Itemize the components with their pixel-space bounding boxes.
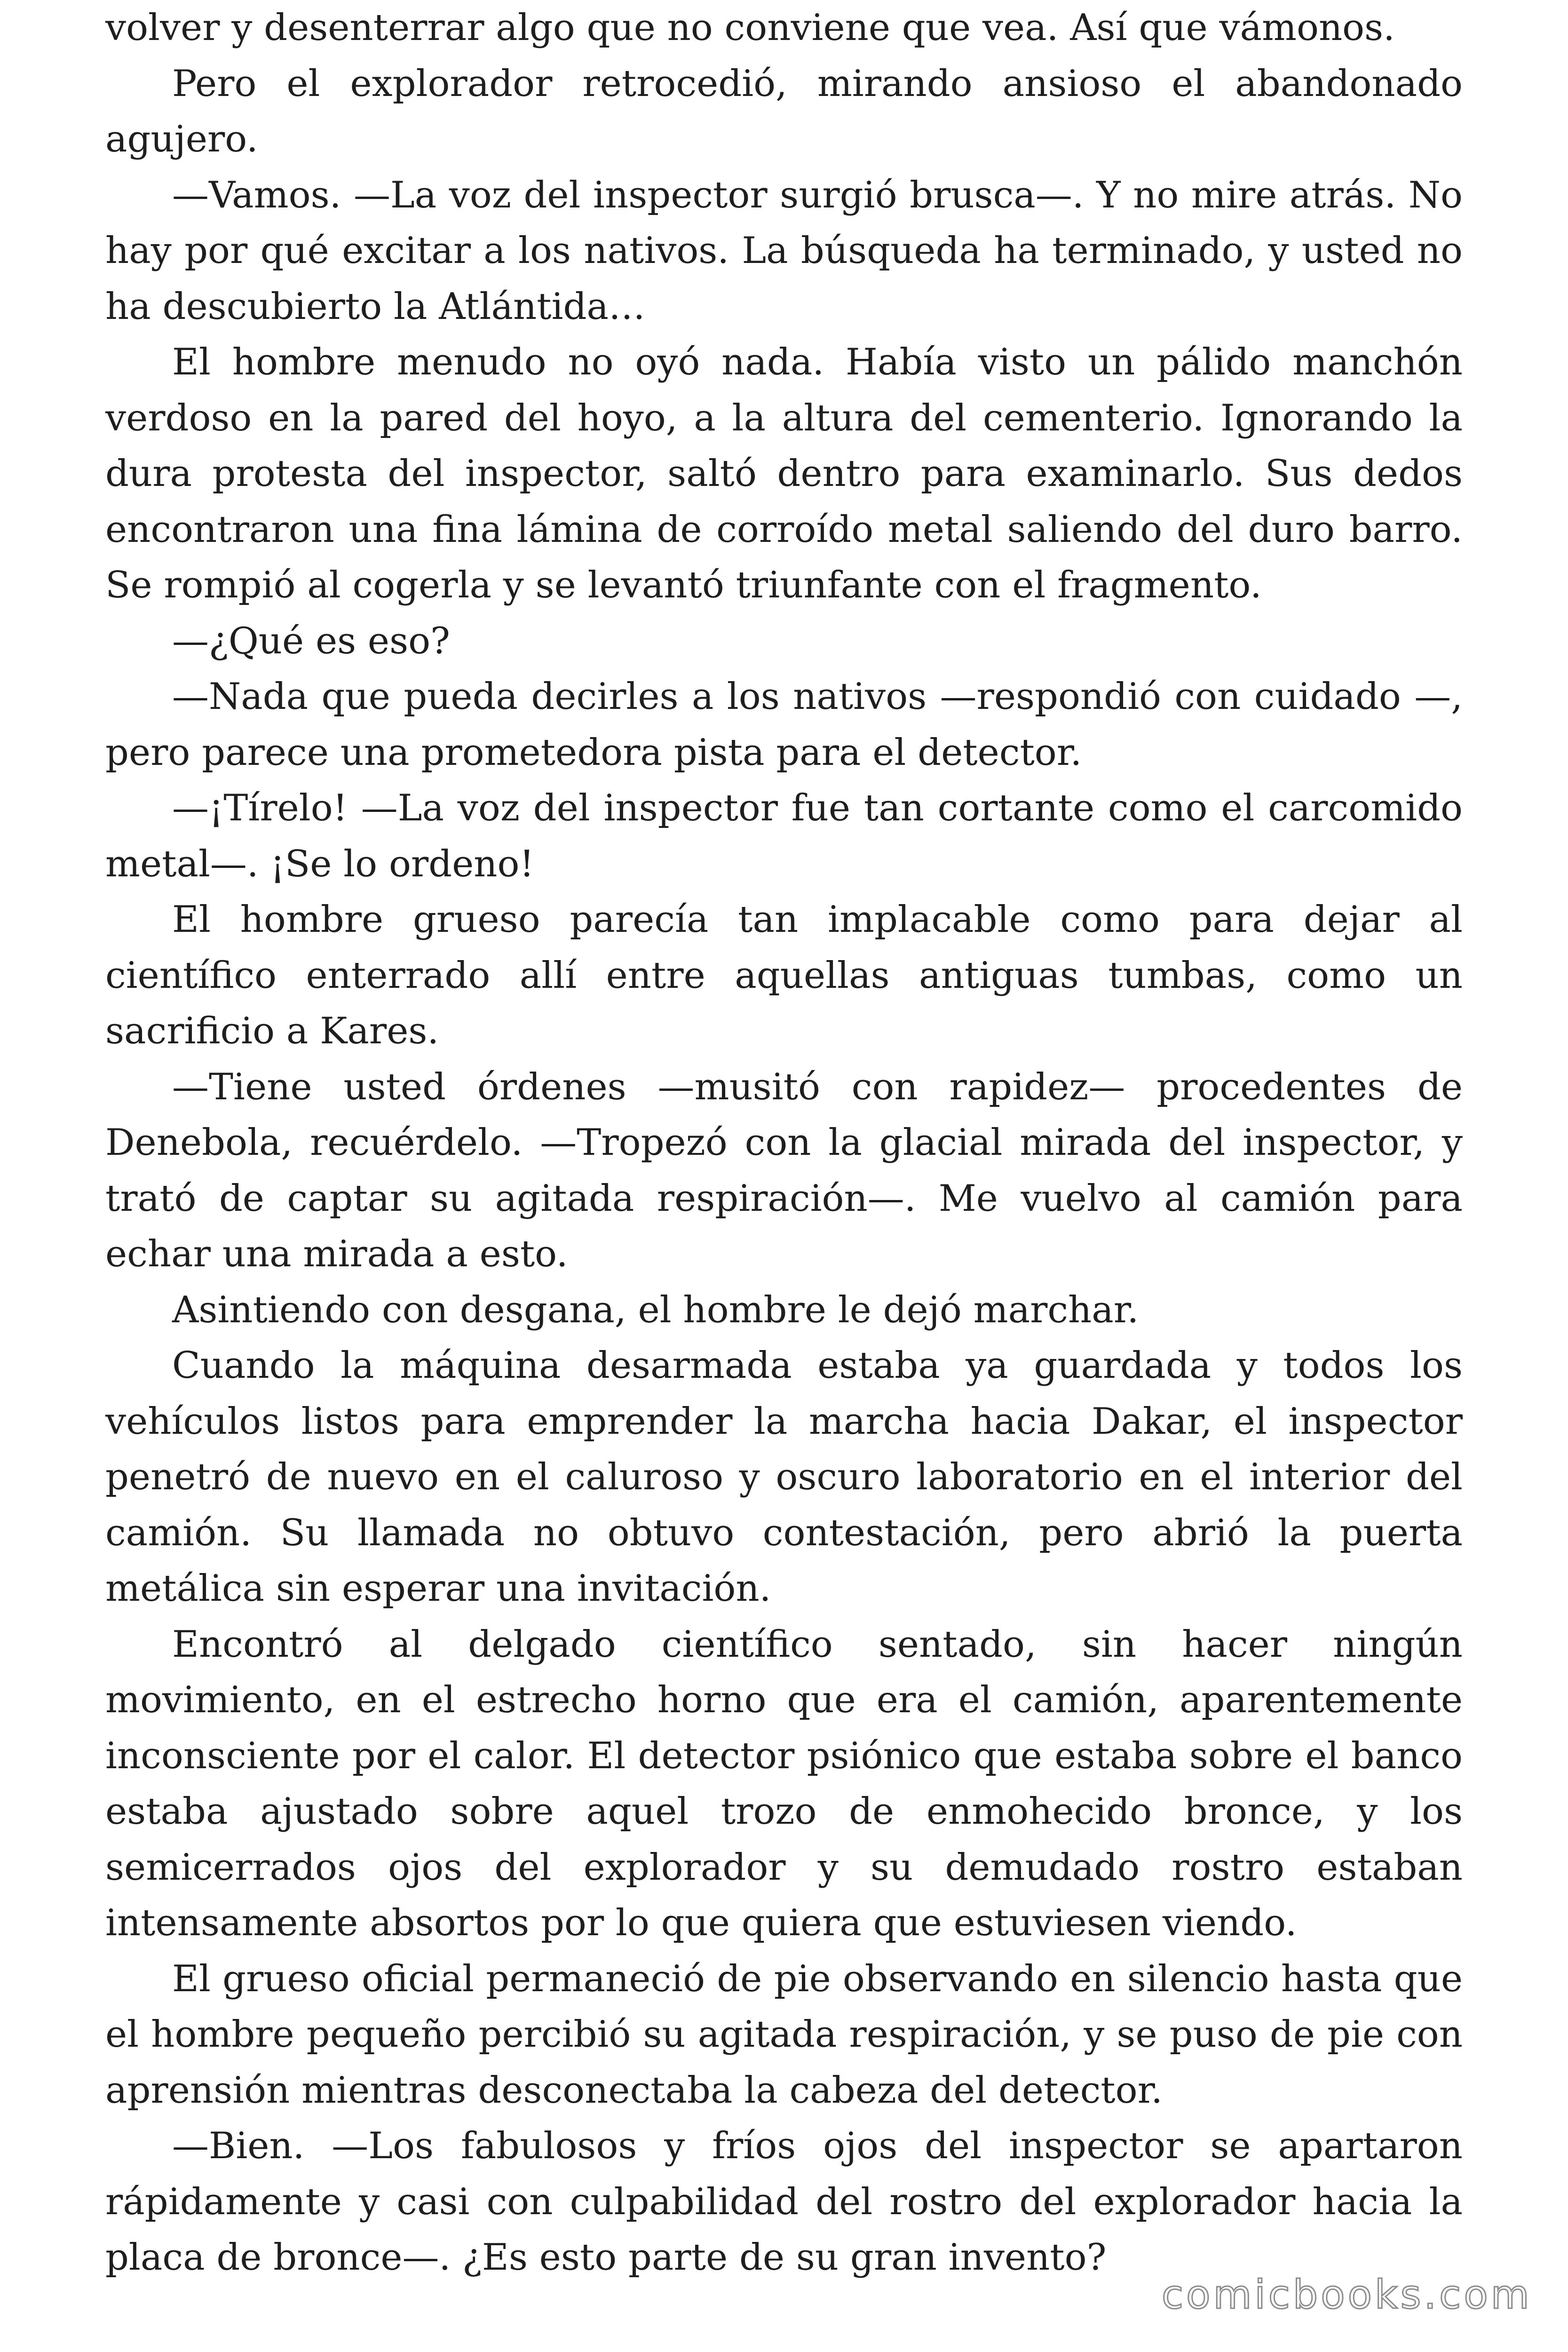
paragraph-11: Cuando la máquina desarmada estaba ya guardada y todos los vehículos listos para emprender la marcha hacia Dakar, el inspector penetró de nuevo en el caluroso y oscuro laboratorio en el interior del camión. Su llamada no obtuvo contestación, pero abrió la puerta metálica sin esperar una invitación. (105, 1344, 1463, 1610)
paragraph-6: —Nada que pueda decirles a los nativos —respondió con cuidado —, pero parece una prometedora pista para el detector. (105, 675, 1463, 774)
paragraph-4: El hombre menudo no oyó nada. Había visto un pálido manchón verdoso en la pared del hoyo, a la altura del cementerio. Ignorando la dura protesta del inspector, saltó dentro para examinarlo. Sus dedos encontraron una fina lámina de corroído metal saliendo del duro barro. Se rompió al cogerla y se levantó triunfante con el fragmento. (105, 341, 1463, 606)
paragraph-13: El grueso oficial permaneció de pie observando en silencio hasta que el hombre pequeño percibió su agitada respiración, y se puso de pie con aprensión mientras desconectaba la cabeza del detector. (105, 1957, 1463, 2112)
paragraph-1: volver y desenterrar algo que no conviene que vea. Así que vámonos. (105, 7, 1395, 49)
watermark: comicbooks.com (1162, 2272, 1532, 2318)
paragraph-10: Asintiendo con desgana, el hombre le dejó marchar. (172, 1288, 1139, 1331)
paragraph-2: Pero el explorador retrocedió, mirando ansioso el abandonado agujero. (105, 62, 1463, 160)
paragraph-9: —Tiene usted órdenes —musitó con rapidez— procedentes de Denebola, recuérdelo. —Tropezó con la glacial mirada del inspector, y trató de captar su agitada respiración—. Me vuelvo al camión para echar una mirada a esto. (105, 1065, 1463, 1275)
paragraph-12: Encontró al delgado científico sentado, sin hacer ningún movimiento, en el estrecho horno que era el camión, aparentemente inconsciente por el calor. El detector psiónico que estaba sobre el banco estaba ajustado sobre aquel trozo de enmohecido bronce, y los semicerrados ojos del explorador y su demudado rostro estaban intensamente absortos por lo que quiera que estuviesen viendo. (105, 1623, 1463, 1944)
body-text (105, 0, 1463, 2286)
paragraph-3: —Vamos. —La voz del inspector surgió brusca—. Y no mire atrás. No hay por qué excitar a los nativos. La búsqueda ha terminado, y usted no ha descubierto la Atlántida… (105, 174, 1463, 328)
paragraph-7: —¡Tírelo! —La voz del inspector fue tan cortante como el carcomido metal—. ¡Se lo ordeno! (105, 787, 1463, 885)
paragraph-5: —¿Qué es eso? (172, 620, 450, 662)
paragraph-14: —Bien. —Los fabulosos y fríos ojos del inspector se apartaron rápidamente y casi con culpabilidad del rostro del explorador hacia la placa de bronce—. ¿Es esto parte de su gran invento? (105, 2125, 1463, 2279)
paragraph-8: El hombre grueso parecía tan implacable como para dejar al científico enterrado allí entre aquellas antiguas tumbas, como un sacrificio a Kares. (105, 898, 1463, 1052)
